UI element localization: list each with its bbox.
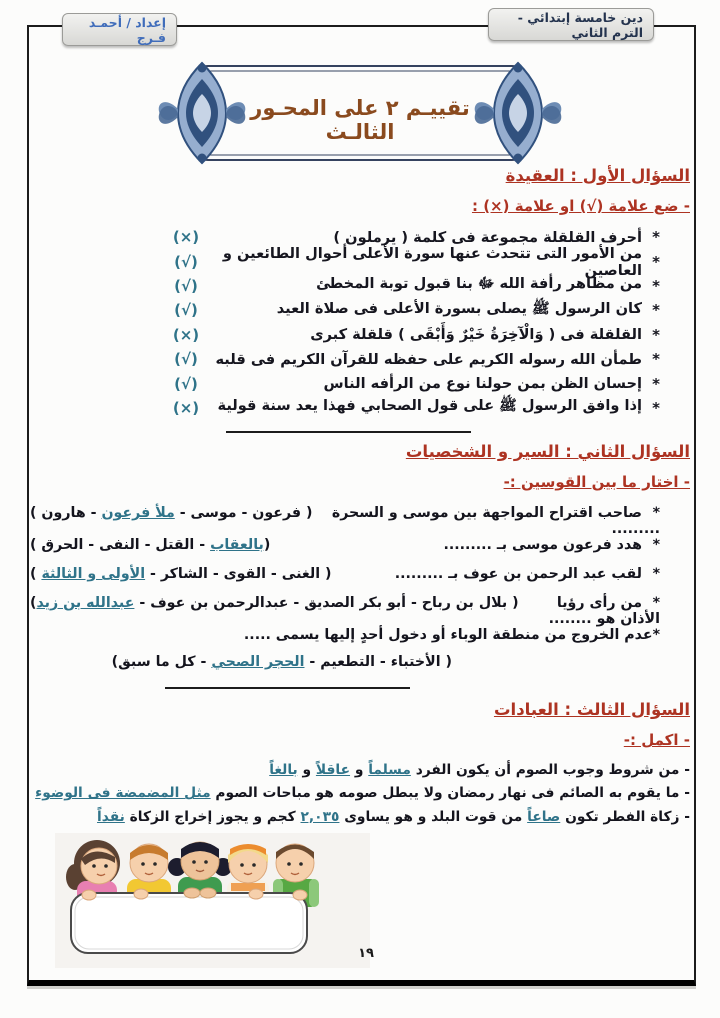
statement-text: من الأمور التى تتحدث عنها سورة الأعلى أحوال الطائعين و العاصين: [222, 244, 642, 279]
mcq-question: عدم الخروج من منطقة الوباء أو دخول أحدٍ إليها يسمى .....: [243, 627, 653, 643]
bullet-asterisk: *: [652, 350, 660, 369]
mcq-answer: الحجر الصحي: [211, 654, 305, 670]
mcq-question: لقب عبد الرحمن بن عوف بـ .........: [394, 566, 642, 582]
completion-answer: عاقلاً: [315, 762, 351, 778]
mcq-options-post: - القتل - النفى - الحرق ): [30, 537, 211, 553]
mcq-options-pre: ( فرعون - موسى -: [174, 505, 313, 521]
mcq-question-wrap: [313, 505, 660, 537]
bullet-asterisk: *: [652, 595, 660, 611]
statement-answer: (×): [172, 228, 200, 247]
completion-text: و: [297, 762, 316, 778]
mcq-answer: الأولى و الثالثة: [41, 566, 146, 582]
page-number: ١٩: [358, 946, 374, 961]
author-badge: [62, 13, 177, 46]
completion-row: [30, 759, 690, 782]
mcq-row: [30, 537, 690, 566]
question2-instruction: - اختار ما بين القوسين :-: [503, 473, 690, 491]
bullet-asterisk: *: [652, 627, 660, 643]
bullet-asterisk: *: [652, 228, 660, 247]
statement-answer: (√): [174, 301, 198, 320]
completion-answer: بالغاً: [269, 762, 298, 778]
mcq-options: [30, 595, 519, 611]
bullet-asterisk: *: [652, 252, 660, 271]
completion-answer: مثل المضمضة فى الوضوء: [35, 785, 211, 802]
mcq-options-pre: (: [263, 537, 271, 553]
page-title: تقييـم ٢ على المحـور الثالـث: [250, 96, 470, 144]
completion-row: [30, 806, 690, 829]
statement-answer: (√): [174, 252, 198, 271]
statement-row: [30, 298, 690, 322]
section-divider: [165, 687, 410, 689]
section-question3: [30, 700, 690, 829]
completion-answer: ٢,٠٣٥: [300, 808, 340, 825]
statement-row: [30, 371, 690, 395]
course-badge-label: دين خامسة إبتدائي - الترم الثاني: [517, 9, 643, 40]
mcq-row: [30, 595, 690, 627]
statement-answer: (×): [172, 398, 200, 417]
question1-heading: السؤال الأول : العقيدة: [505, 166, 690, 185]
completion-answer: مسلماً: [368, 762, 411, 778]
statement-row: [30, 323, 690, 347]
mcq-options-pre: ( الأختباء - التطعيم -: [304, 654, 452, 670]
completion-text: - من شروط وجوب الصوم أن يكون الفرد: [410, 762, 690, 778]
statement-answer: (×): [172, 325, 200, 344]
statement-answer: (√): [174, 350, 198, 369]
mcq-question-wrap: [30, 627, 660, 654]
mcq-question-wrap: [443, 537, 660, 553]
mcq-options-post: - كل ما سبق): [111, 654, 212, 670]
bullet-asterisk: *: [652, 325, 660, 344]
bullet-asterisk: *: [652, 374, 660, 393]
mcq-question-wrap: [395, 566, 660, 582]
completion-text: و: [350, 762, 369, 778]
mcq-question: صاحب اقتراح المواجهة بين موسى و السحرة .........: [331, 505, 660, 537]
completion-text: كجم و يجوز إخراج الزكاة: [124, 808, 301, 825]
statement-answer: (√): [174, 374, 198, 393]
mcq-answer: بالعقاب: [210, 537, 264, 553]
question2-items: [30, 505, 690, 681]
mcq-options-post: - هارون ): [30, 505, 102, 521]
completion-text: - زكاة الفطر تكون: [560, 808, 690, 825]
children-illustration-graphic: [55, 833, 370, 968]
question1-instruction: - ضع علامة (√) او علامة (×) :: [471, 197, 690, 215]
bullet-asterisk: *: [652, 537, 660, 553]
bullet-asterisk: *: [652, 301, 660, 320]
statement-text: كان الرسول ﷺ يصلى بسورة الأعلى فى صلاة العيد: [276, 299, 642, 317]
statement-text: إحسان الظن بمن حولنا نوع من الرأفه الناس: [323, 375, 642, 393]
mcq-question: من رأى رؤيا الأذان هو ........: [548, 595, 660, 627]
mcq-answer: ملأ فرعون: [101, 505, 175, 521]
completion-text: - ما يقوم به الصائم فى نهار رمضان ولا يبطل صومه هو مباحات الصوم: [210, 785, 690, 802]
section-question1: [30, 166, 690, 420]
question2-heading: السؤال الثاني : السير و الشخصيات: [405, 442, 690, 461]
title-banner: [158, 60, 562, 166]
mcq-options: [30, 505, 313, 521]
completion-answer: نقداً: [97, 808, 125, 825]
mcq-options-post: ): [30, 566, 42, 582]
author-badge-label: إعداد / أحمـد فـرج: [88, 14, 166, 45]
bullet-asterisk: *: [652, 398, 660, 417]
statement-text: طمأن الله رسوله الكريم على حفظه للقرآن الكريم فى قلبه: [215, 350, 642, 368]
mcq-row: [30, 566, 690, 595]
course-badge: [488, 8, 654, 41]
completion-row: [30, 782, 690, 805]
completion-answer: صاعاً: [527, 808, 561, 825]
bullet-asterisk: *: [652, 276, 660, 295]
question3-instruction: - اكمل :-: [623, 731, 690, 749]
mcq-options: [30, 537, 270, 553]
bullet-asterisk: *: [652, 566, 660, 582]
question1-statements: [30, 225, 690, 420]
mcq-options-pre: ( الغنى - القوى - الشاكر -: [145, 566, 332, 582]
section-divider: [226, 431, 471, 433]
mcq-answer: عبدالله بن زيد: [36, 595, 135, 611]
mcq-options: [30, 654, 660, 681]
mcq-row: [30, 627, 690, 681]
question3-items: [30, 759, 690, 829]
statement-text: أحرف القلقلة مجموعة فى كلمة ( يرملون ): [333, 228, 642, 246]
children-banner-illustration: [55, 833, 370, 968]
mcq-options-pre: ( بلال بن رباح - أبو بكر الصديق - عبدالرحمن بن عوف -: [134, 595, 519, 611]
statement-text: من مظاهر رأفة الله ﷻ بنا قبول توبة المخطئ: [316, 275, 642, 293]
section-question2: [30, 442, 690, 681]
statement-row: [30, 274, 690, 298]
statement-row: [30, 244, 690, 279]
statement-row: [30, 396, 690, 420]
mcq-question-wrap: [519, 595, 660, 627]
statement-row: [30, 347, 690, 371]
statement-text: إذا وافق الرسول ﷺ على قول الصحابي فهذا يعد سنة قولية: [217, 397, 642, 415]
mcq-row: [30, 505, 690, 537]
mcq-options-post: ): [30, 595, 37, 611]
statement-answer: (√): [174, 276, 198, 295]
mcq-question: هدد فرعون موسى بـ .........: [443, 537, 642, 553]
statement-text: القلقلة فى ( وَالْآخِرَةُ خَيْرٌ وَأَبْقَى ) قلقلة كبرى: [310, 326, 642, 344]
mcq-options: [30, 566, 332, 582]
completion-text: من قوت البلد و هو يساوى: [339, 808, 528, 825]
question3-heading: السؤال الثالث : العبادات: [493, 700, 690, 719]
bullet-asterisk: *: [652, 505, 660, 521]
